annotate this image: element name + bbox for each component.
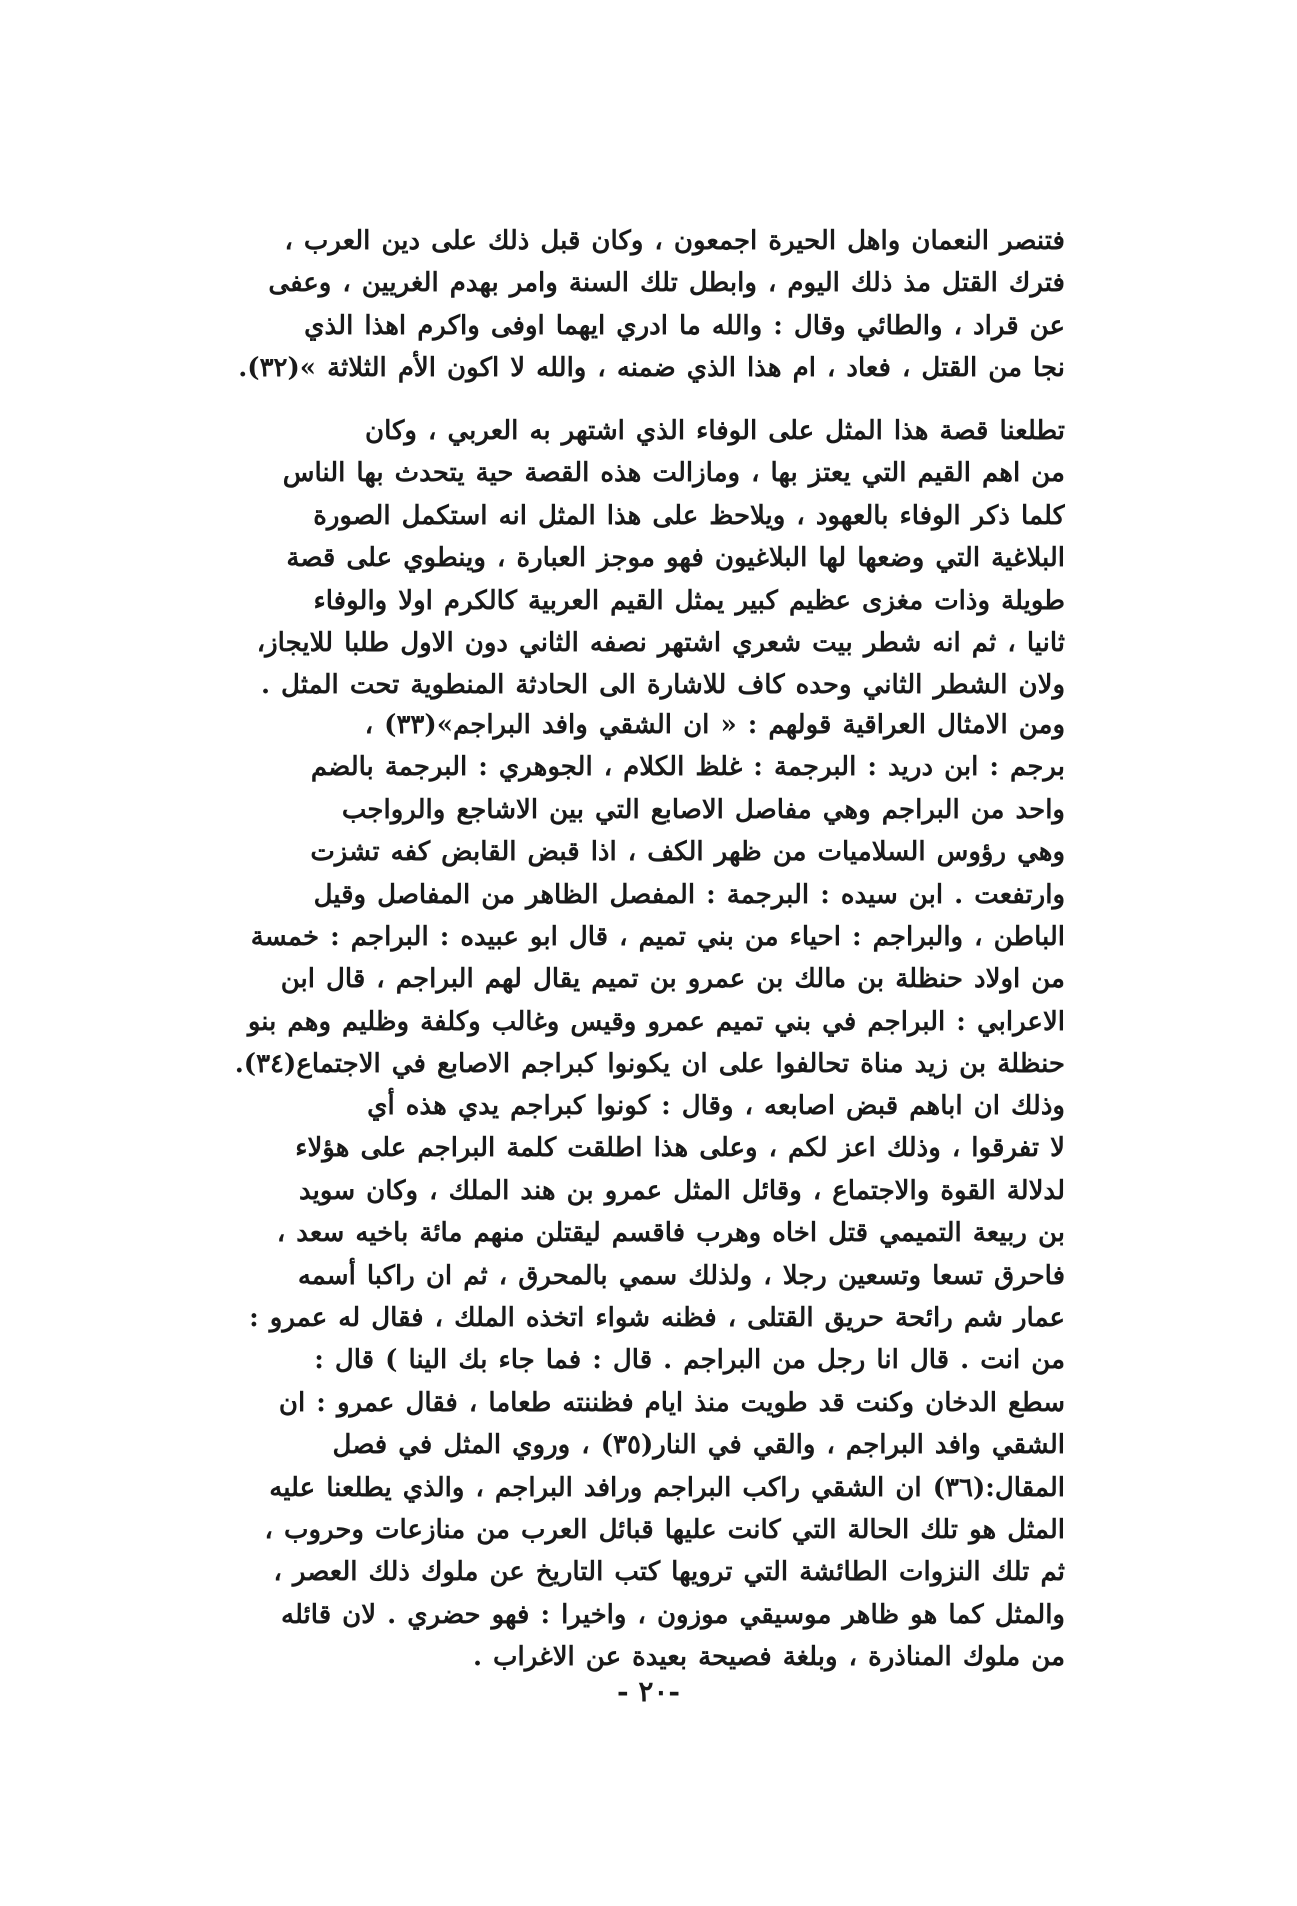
text-line: برجم : ابن دريد : البرجمة : غلظ الكلام ، الجوهري : البرجمة بالضم xyxy=(310,752,1065,783)
text-line: ثم تلك النزوات الطائشة التي ترويها كتب التاريخ عن ملوك ذلك العصر ، xyxy=(273,1557,1065,1588)
text-line: الشقي وافد البراجم ، والقي في النار(٣٥) ، وروي المثل في فصل xyxy=(332,1430,1065,1461)
text-line: وارتفعت . ابن سيده : البرجمة : المفصل الظاهر من المفاصل وقيل xyxy=(313,879,1065,910)
text-line: نجا من القتل ، فعاد ، ام هذا الذي ضمنه ، والله لا اكون الأم الثلاثة »(٣٢). xyxy=(238,353,1065,384)
text-line: المقال:(٣٦) ان الشقي راكب البراجم ورافد البراجم ، والذي يطلعنا عليه xyxy=(269,1472,1065,1503)
text-line: فترك القتل مذ ذلك اليوم ، وابطل تلك السنة وامر بهدم الغريين ، وعفى xyxy=(268,268,1065,299)
text-line: لدلالة القوة والاجتماع ، وقائل المثل عمرو بن هند الملك ، وكان سويد xyxy=(299,1175,1065,1206)
text-line: من ملوك المناذرة ، وبلغة فصيحة بعيدة عن الاغراب . xyxy=(472,1642,1065,1673)
text-line: الاعرابي : البراجم في بني تميم عمرو وقيس وغالب وكلفة وظليم وهم بنو xyxy=(247,1006,1065,1037)
text-line: حنظلة بن زيد مناة تحالفوا على ان يكونوا كبراجم الاصابع في الاجتماع(٣٤). xyxy=(234,1049,1065,1080)
text-line: تطلعنا قصة هذا المثل على الوفاء الذي اشتهر به العربي ، وكان xyxy=(365,416,1065,446)
text-line: طويلة وذات مغزى عظيم كبير يمثل القيم العربية كالكرم اولا والوفاء xyxy=(313,585,1065,616)
paragraph-3 xyxy=(195,704,1065,1086)
page-number: -٢٠ - xyxy=(616,1675,681,1708)
text-line: عن قراد ، والطائي وقال : والله ما ادري ايهما اوفى واكرم اهذا الذي xyxy=(304,310,1065,341)
text-line: وذلك ان اباهم قبض اصابعه ، وقال : كونوا كبراجم يدي هذه أي xyxy=(367,1091,1065,1121)
paragraph-4 xyxy=(195,1085,1065,1679)
text-line: سطع الدخان وكنت قد طويت منذ ايام فظننته طعاما ، فقال عمرو : ان xyxy=(278,1387,1065,1418)
text-line: من اهم القيم التي يعتز بها ، ومازالت هذه القصة حية يتحدث بها الناس xyxy=(282,458,1065,489)
text-line: والمثل كما هو ظاهر موسيقي موزون ، واخيرا : فهو حضري . لان قائله xyxy=(281,1599,1065,1630)
text-line: الباطن ، والبراجم : احياء من بني تميم ، قال ابو عبيده : البراجم : خمسة xyxy=(250,922,1065,953)
text-line: من اولاد حنظلة بن مالك بن عمرو بن تميم يقال لهم البراجم ، قال ابن xyxy=(280,964,1065,995)
text-line: المثل هو تلك الحالة التي كانت عليها قبائل العرب من منازعات وحروب ، xyxy=(264,1515,1065,1546)
text-line: لا تفرقوا ، وذلك اعز لكم ، وعلى هذا اطلقت كلمة البراجم على هؤلاء xyxy=(295,1133,1065,1164)
text-line: فاحرق تسعا وتسعين رجلا ، ولذلك سمي بالمحرق ، ثم ان راكبا أسمه xyxy=(297,1260,1065,1291)
text-line: عمار شم رائحة حريق القتلى ، فظنه شواء اتخذه الملك ، فقال له عمرو : xyxy=(249,1303,1065,1334)
paragraph-1 xyxy=(195,220,1065,390)
text-line: كلما ذكر الوفاء بالعهود ، ويلاحظ على هذا المثل انه استكمل الصورة xyxy=(313,500,1065,531)
text-line: وهي رؤوس السلاميات من ظهر الكف ، اذا قبض القابض كفه تشزت xyxy=(310,837,1065,868)
text-line: ثانيا ، ثم انه شطر بيت شعري اشتهر نصفه الثاني دون الاول طلبا للايجاز، xyxy=(256,628,1065,659)
text-line: فتنصر النعمان واهل الحيرة اجمعون ، وكان قبل ذلك على دين العرب ، xyxy=(284,226,1065,256)
text-line: بن ربيعة التميمي قتل اخاه وهرب فاقسم ليقتلن منهم مائة باخيه سعد ، xyxy=(276,1218,1065,1249)
text-line: البلاغية التي وضعها لها البلاغيون فهو موجز العبارة ، وينطوي على قصة xyxy=(286,543,1065,574)
text-line: ومن الامثال العراقية قولهم : « ان الشقي وافد البراجم»(٣٣) ، xyxy=(364,710,1065,740)
text-line: ولان الشطر الثاني وحده كاف للاشارة الى الحادثة المنطوية تحت المثل . xyxy=(260,670,1065,701)
text-line: من انت . قال انا رجل من البراجم . قال : فما جاء بك الينا ) قال : xyxy=(314,1345,1065,1376)
paragraph-2 xyxy=(195,410,1065,707)
text-line: واحد من البراجم وهي مفاصل الاصابع التي بين الاشاجع والرواجب xyxy=(341,794,1065,825)
